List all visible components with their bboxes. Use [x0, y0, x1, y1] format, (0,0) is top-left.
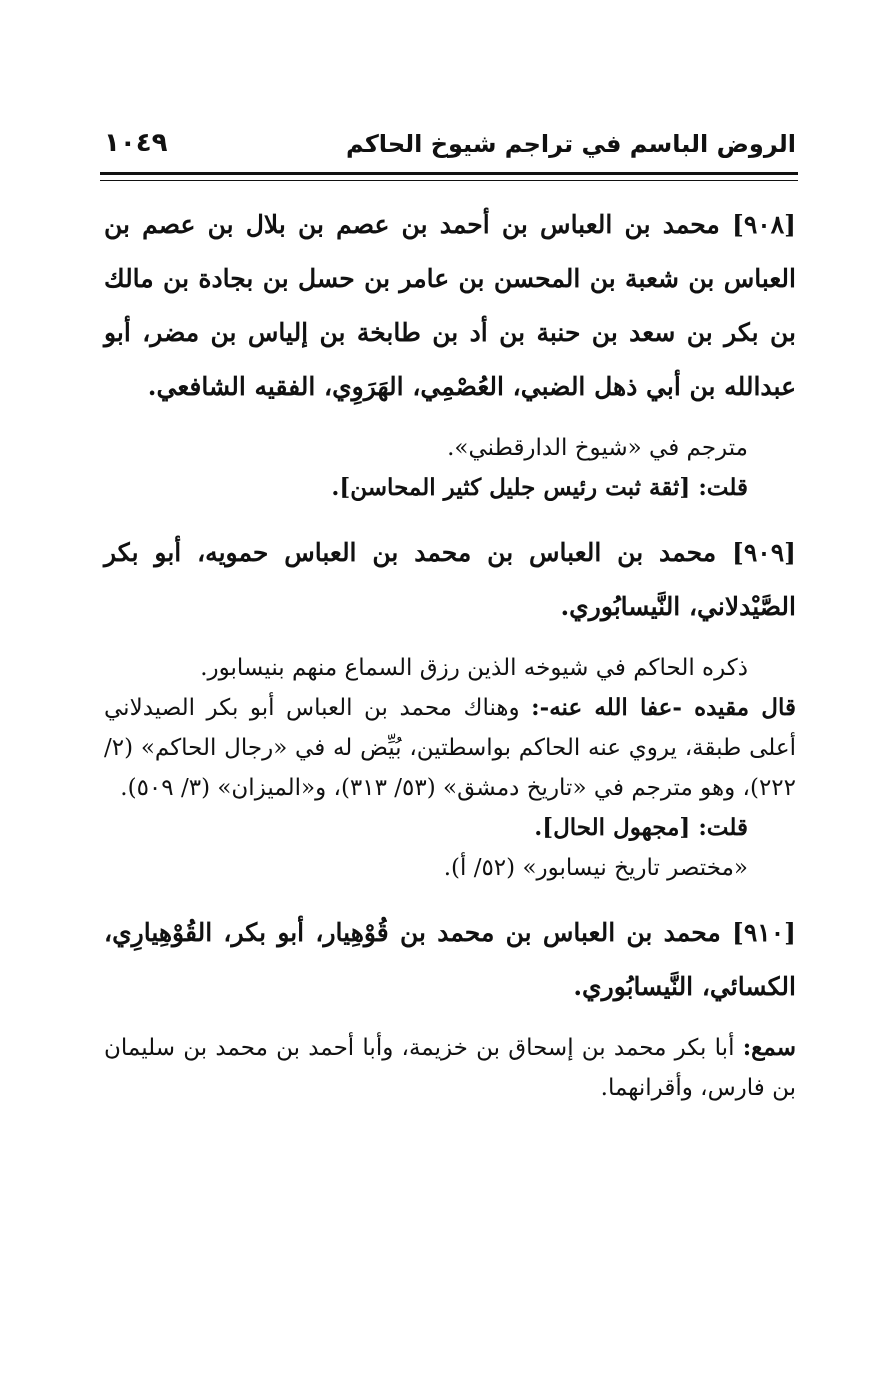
entry-note — [104, 688, 796, 808]
note-lead: قال مقيده -عفا الله عنه-: — [531, 694, 796, 721]
entry-909 — [104, 526, 796, 888]
verdict-lead: قلت: — [698, 814, 748, 841]
entry-verdict — [104, 808, 796, 848]
header-rule-thick — [100, 172, 798, 175]
entry-heading — [104, 526, 796, 634]
note-text: وهناك محمد بن العباس أبو بكر الصيدلاني أعلى طبقة، يروي عنه الحاكم بواسطتين، بُيِّض له في «رجال الحاكم» (٢/ ٢٢٢)، وهو مترجم في «تاريخ دمشق» (٥٣/ ٣١٣)، و«الميزان» (٣/ ٥٠٩). — [104, 695, 796, 801]
entry-heading-text: محمد بن العباس بن أحمد بن عصم بن بلال بن عصم بن العباس بن شعبة بن المحسن بن عامر بن حسل بن بجادة بن مالك بن بكر بن سعد بن حنبة بن أد بن طابخة بن إلياس بن مضر، أبو عبدالله بن أبي ذهل الضبي، العُصْمِي، الهَرَوِي، الفقيه الشافعي. — [104, 210, 796, 401]
note-text: أبا بكر محمد بن إسحاق بن خزيمة، وأبا أحمد بن محمد بن سليمان بن فارس، وأقرانهما. — [104, 1035, 796, 1101]
note-lead: سمع: — [742, 1034, 796, 1061]
header-rule-thin — [100, 180, 798, 181]
verdict-text: [ثقة ثبت رئيس جليل كثير المحاسن]. — [331, 474, 699, 501]
entry-heading-text: محمد بن العباس بن محمد بن العباس حمويه، أبو بكر الصَّيْدلاني، النَّيسابُوري. — [104, 538, 796, 621]
book-title: الروض الباسم في تراجم شيوخ الحاكم — [346, 130, 796, 158]
verdict-text: [مجهول الحال]. — [534, 814, 699, 841]
entry-number: [٩١٠] — [732, 918, 796, 947]
entry-heading — [104, 198, 796, 414]
entry-source: «مختصر تاريخ نيسابور» (٥٢/ أ). — [443, 855, 748, 881]
entry-908 — [104, 198, 796, 508]
entry-heading-text: محمد بن العباس بن محمد بن قُوْهِيار، أبو بكر، القُوْهِيارِي، الكسائي، النَّيسابُوري. — [104, 918, 796, 1001]
entry-verdict — [104, 468, 796, 508]
page-content — [104, 198, 796, 1126]
entry-number: [٩٠٩] — [732, 538, 796, 567]
page-number: ١٠٤٩ — [104, 128, 168, 158]
entry-number: [٩٠٨] — [732, 210, 796, 239]
verdict-lead: قلت: — [698, 474, 748, 501]
entry-heading — [104, 906, 796, 1014]
entry-line: مترجم في «شيوخ الدارقطني». — [447, 435, 748, 461]
entry-910 — [104, 906, 796, 1108]
entry-note — [104, 1028, 796, 1108]
entry-line: ذكره الحاكم في شيوخه الذين رزق السماع منهم بنيسابور. — [200, 655, 748, 681]
running-header — [100, 126, 798, 166]
